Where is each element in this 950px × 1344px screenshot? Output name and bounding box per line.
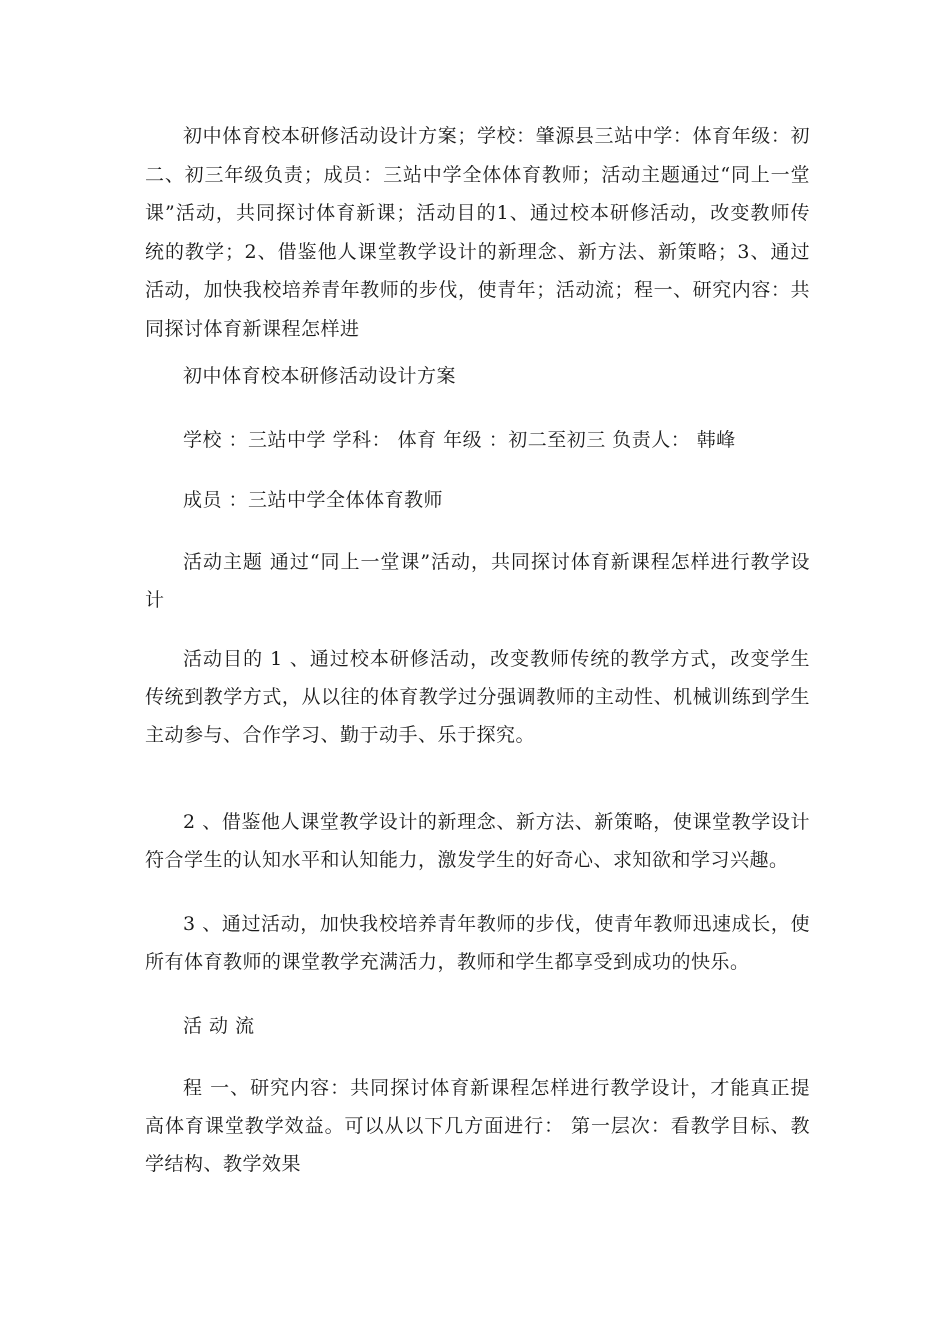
- activity-goal-3-paragraph: 3 、通过活动，加快我校培养青年教师的步伐，使青年教师迅速成长，使所有体育教师的课堂教学充满活力，教师和学生都享受到成功的快乐。: [145, 913, 810, 973]
- document-title: 初中体育校本研修活动设计方案: [183, 365, 457, 387]
- activity-flow-heading: 活 动 流: [183, 1015, 255, 1037]
- process-1-paragraph: 程 一、研究内容：共同探讨体育新课程怎样进行教学设计，才能真正提高体育课堂教学效益。可以从以下几方面进行： 第一层次：看教学目标、教学结构、教学效果: [145, 1077, 810, 1175]
- members-line: 成员 ：三站中学全体体育教师: [183, 489, 444, 511]
- activity-goal-1-paragraph: 活动目的 1 、通过校本研修活动，改变教师传统的教学方式，改变学生传统到教学方式，从以往的体育教学过分强调教师的主动性、机械训练到学生主动参与、合作学习、勤于动手、乐于探究。: [145, 648, 810, 746]
- summary-paragraph: 初中体育校本研修活动设计方案；学校：肇源县三站中学：体育年级：初二、初三年级负责；成员：三站中学全体体育教师；活动主题通过“同上一堂课”活动，共同探讨体育新课；活动目的1、通过校本研修活动，改变教师传统的教学；2、借鉴他人课堂教学设计的新理念、新方法、新策略；3、通过活动，加快我校培养青年教师的步伐，使青年；活动流；程一、研究内容：共同探讨体育新课程怎样进: [145, 125, 810, 340]
- activity-theme-paragraph: 活动主题 通过“同上一堂课”活动，共同探讨体育新课程怎样进行教学设计: [145, 551, 810, 611]
- school-info-line: 学校 ：三站中学 学科： 体育 年级 ：初二至初三 负责人： 韩峰: [183, 429, 736, 451]
- activity-goal-2-paragraph: 2 、借鉴他人课堂教学设计的新理念、新方法、新策略，使课堂教学设计符合学生的认知水平和认知能力，激发学生的好奇心、求知欲和学习兴趣。: [145, 811, 810, 871]
